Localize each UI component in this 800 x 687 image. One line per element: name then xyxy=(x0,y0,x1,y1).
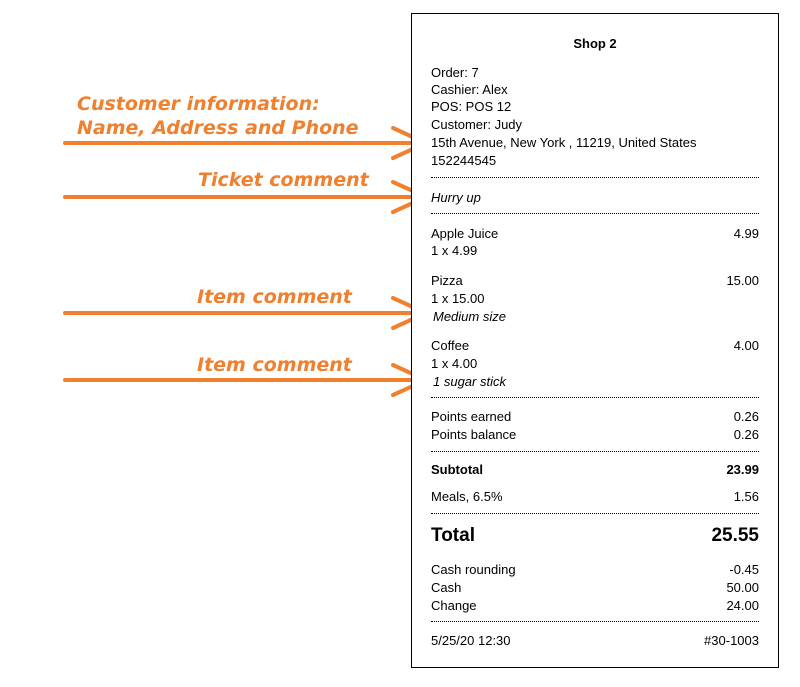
divider xyxy=(431,397,759,398)
cashier: Cashier: Alex xyxy=(431,82,508,97)
tax-label: Meals, 6.5% xyxy=(431,489,503,504)
customer-address: 15th Avenue, New York , 11219, United States xyxy=(431,135,697,150)
change-label: Change xyxy=(431,598,477,613)
change-value: 24.00 xyxy=(726,598,759,613)
total-label: Total xyxy=(431,525,475,546)
divider xyxy=(431,213,759,214)
item-comment: 1 sugar stick xyxy=(433,374,506,389)
cash-rounding-value: -0.45 xyxy=(729,562,759,577)
points-balance-label: Points balance xyxy=(431,427,517,442)
item-name: Apple Juice xyxy=(431,226,499,241)
order-number: Order: 7 xyxy=(431,65,479,80)
item-total: 4.99 xyxy=(733,226,759,241)
tax-value: 1.56 xyxy=(733,489,759,504)
item-total: 4.00 xyxy=(733,338,759,353)
arrow-ticket-comment xyxy=(65,182,426,212)
divider xyxy=(431,177,759,178)
item-comment: Medium size xyxy=(433,309,506,324)
points-earned-value: 0.26 xyxy=(733,409,759,424)
annotation-customer-line2: Name, Address and Phone xyxy=(77,117,359,139)
arrow-item-comment-2 xyxy=(65,365,426,395)
item-qty-price: 1 x 4.00 xyxy=(431,356,478,371)
cash-rounding-label: Cash rounding xyxy=(431,562,516,577)
arrow-item-comment-1 xyxy=(65,298,426,328)
item-qty-price: 1 x 4.99 xyxy=(431,243,478,258)
item-qty-price: 1 x 15.00 xyxy=(431,291,485,306)
receipt-datetime: 5/25/20 12:30 xyxy=(431,633,511,648)
points-balance-value: 0.26 xyxy=(733,427,759,442)
divider xyxy=(431,451,759,452)
cash-value: 50.00 xyxy=(726,580,759,595)
item-total: 15.00 xyxy=(726,273,759,288)
receipt xyxy=(411,13,779,668)
annotation-ticket-comment: Ticket comment xyxy=(198,169,369,191)
ticket-comment: Hurry up xyxy=(431,190,481,205)
annotation-customer-line1: Customer information: xyxy=(77,93,320,115)
points-earned-label: Points earned xyxy=(431,409,512,424)
divider xyxy=(431,621,759,622)
customer-phone: 152244545 xyxy=(431,153,497,168)
arrow-customer-info xyxy=(65,128,426,158)
annotation-item-comment-2: Item comment xyxy=(197,354,352,376)
annotation-item-comment-1: Item comment xyxy=(197,286,352,308)
customer-name: Customer: Judy xyxy=(431,117,523,132)
divider xyxy=(431,513,759,514)
receipt-number: #30-1003 xyxy=(704,633,759,648)
shop-name: Shop 2 xyxy=(573,36,617,51)
pos: POS: POS 12 xyxy=(431,99,512,114)
cash-label: Cash xyxy=(431,580,462,595)
item-name: Coffee xyxy=(431,338,470,353)
total-value: 25.55 xyxy=(711,525,759,546)
subtotal-value: 23.99 xyxy=(726,462,759,477)
subtotal-label: Subtotal xyxy=(431,462,483,477)
item-name: Pizza xyxy=(431,273,463,288)
